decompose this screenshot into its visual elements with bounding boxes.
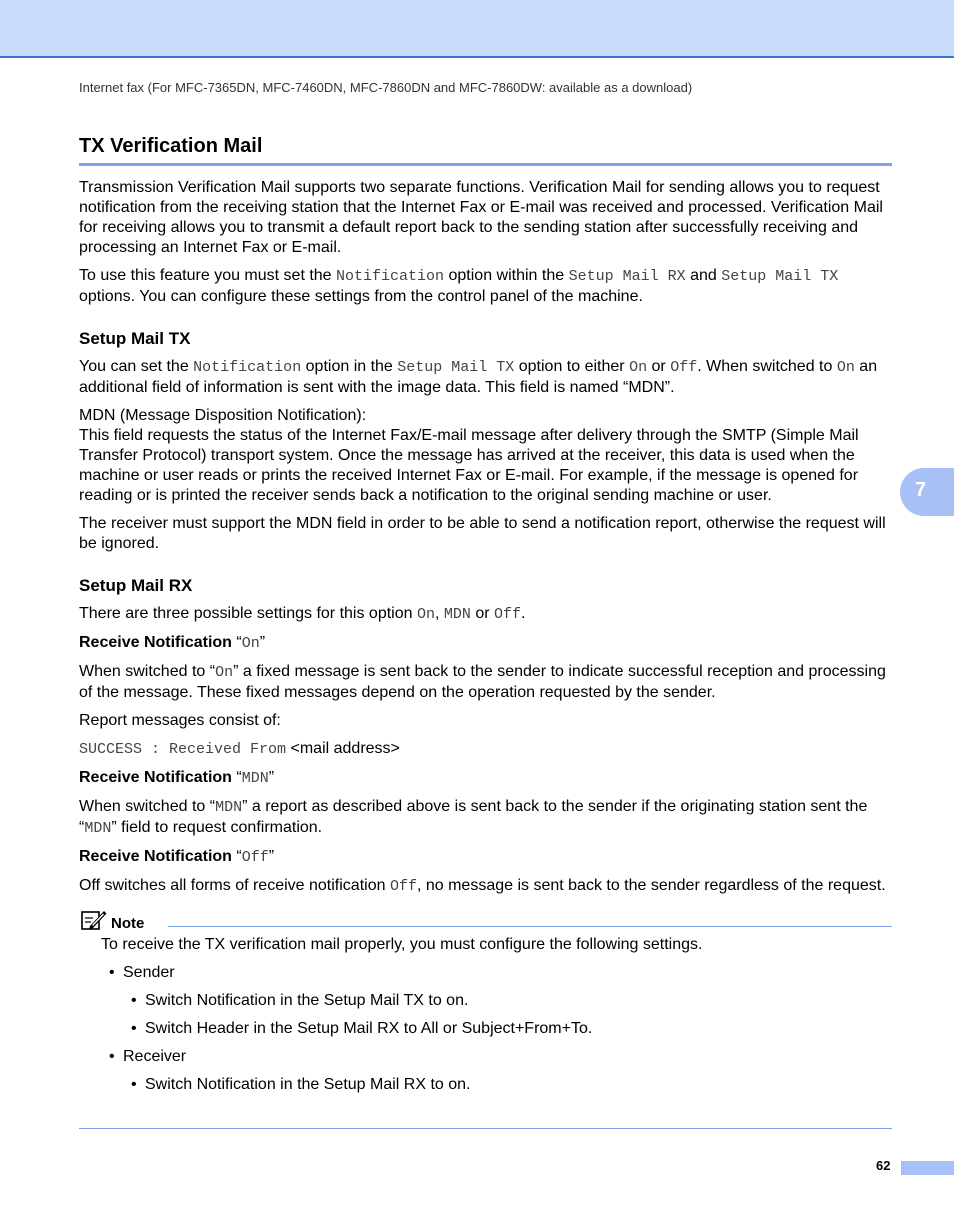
note-header — [79, 911, 892, 935]
mdn-support-paragraph: The receiver must support the MDN field in order to be able to send a notification report, otherwise the request will be ignored. — [79, 515, 886, 552]
receive-notification-off-heading: Receive Notification “Off” — [79, 848, 275, 866]
receive-notification-on-heading: Receive Notification “On” — [79, 634, 266, 652]
list-item: • Switch Header in the Setup Mail RX to All or Subject+From+To. — [131, 1020, 593, 1037]
page-number: 62 — [876, 1158, 891, 1173]
receive-notification-on-description: When switched to “On” a fixed message is sent back to the sender to indicate successful reception and processing of the message. These fixed messages depend on the operation requested by the sender. — [79, 663, 886, 701]
setup-tx-heading: Setup Mail TX — [79, 329, 191, 348]
usage-paragraph: To use this feature you must set the Notification option within the Setup Mail RX and Setup Mail TX options. You can configure these settings from the control panel of the machine. — [79, 267, 839, 305]
title-rule — [79, 163, 892, 166]
note-group-sender: • Sender • Switch Notification in the Setup Mail TX to on. • Switch Header in the Setup Mail RX to All or Subject+From+To. — [109, 963, 892, 1039]
note-label: Note — [111, 915, 145, 932]
report-intro: Report messages consist of: — [79, 712, 281, 729]
report-format: SUCCESS : Received From <mail address> — [79, 740, 400, 758]
chapter-number: 7 — [915, 479, 927, 501]
running-header: Internet fax (For MFC-7365DN, MFC-7460DN, MFC-7860DN and MFC-7860DW: available as a download) — [79, 80, 693, 95]
mdn-description: This field requests the status of the Internet Fax/E-mail message after delivery through the SMTP (Simple Mail Transfer Protocol) transport system. Once the message has arrived at the receiver, this data is used when the machine or user reads or prints the received Internet Fax or E-mail. For example, if the message is opened for reading or is printed the receiver sends back a notification to the original sending machine or user. — [79, 427, 859, 504]
setup-tx-paragraph: You can set the Notification option in the Setup Mail TX option to either On or Off. When switched to On an additional field of information is sent with the image data. This field is named “MDN”. — [79, 358, 878, 396]
intro-paragraph: Transmission Verification Mail supports two separate functions. Verification Mail for sending allows you to request notification from the receiving station that the Internet Fax or E-mail was received and processed. Verification Mail for receiving allows you to transmit a default report back to the sending station after successfully receiving and processing an Internet Fax or E-mail. — [79, 179, 883, 256]
main-content — [79, 178, 892, 1103]
note-text: To receive the TX verification mail properly, you must configure the following settings. — [101, 936, 703, 953]
header-band — [0, 0, 954, 58]
note-pencil-icon — [81, 909, 107, 937]
receive-notification-mdn-description: When switched to “MDN” a report as described above is sent back to the sender if the originating station sent the “MDN” field to request confirmation. — [79, 798, 868, 837]
chapter-tab — [900, 468, 954, 516]
note-rule — [168, 926, 892, 927]
setup-rx-options: There are three possible settings for this option On, MDN or Off. — [79, 605, 526, 623]
note-list — [101, 963, 892, 1095]
page-title: TX Verification Mail — [79, 135, 263, 157]
list-item: • Switch Notification in the Setup Mail RX to on. — [131, 1076, 471, 1093]
page-number-bar — [901, 1161, 954, 1175]
receive-notification-mdn-heading: Receive Notification “MDN” — [79, 769, 275, 787]
note-group-receiver: • Receiver • Switch Notification in the Setup Mail RX to on. — [109, 1047, 892, 1095]
note-body — [79, 935, 892, 1095]
receive-notification-off-description: Off switches all forms of receive notification Off, no message is sent back to the sender regardless of the request. — [79, 877, 886, 895]
bottom-rule — [79, 1128, 892, 1129]
list-item: • Switch Notification in the Setup Mail TX to on. — [131, 992, 469, 1009]
mdn-label: MDN (Message Disposition Notification): — [79, 407, 367, 424]
setup-rx-heading: Setup Mail RX — [79, 576, 193, 595]
